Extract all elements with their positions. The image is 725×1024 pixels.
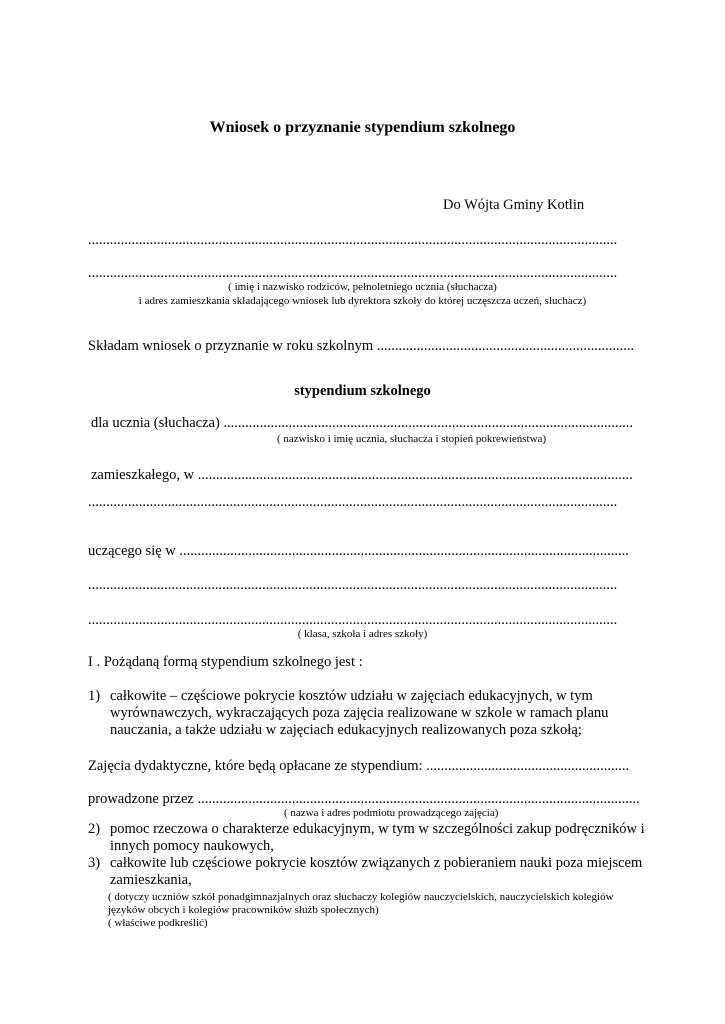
list-item-3-note-2: ( właściwe podkreślić) [108,917,208,929]
list-item-1 [88,688,648,739]
applicant-dots-2: .................................................................................................................................................. [88,265,618,281]
list-item-3-note: ( dotyczy uczniów szkół ponadgimnazjalnych oraz słuchaczy kolegiów nauczycielskich, nauczycielskich kolegiów języków obcych i kolegiów pracowników służb społecznych) [108,891,614,916]
list-item-2 [88,821,648,855]
applicant-note-1: ( imię i nazwisko rodziców, pełnoletniego ucznia (słuchacza) [228,281,497,293]
list-item-3 [88,855,648,930]
classes-line: Zajęcia dydaktyczne, które będą opłacane ze stypendium: ........................................................ [88,758,630,774]
student-line: dla ucznia (słuchacza) ................................................................................................................. [91,415,634,431]
list-item-2-number: 2) [88,821,101,837]
student-note: ( nazwisko i imię ucznia, słuchacza i stopień pokrewieństwa) [277,433,547,445]
list-item-1-text: całkowite – częściowe pokrycie kosztów udziału w zajęciach edukacyjnych, w tym wyrównawczych, wykraczających poza zajęcia realizowane w szkole w ramach planu nauczania, a także udziału w zajęciach edukacyjnych realizowanych poza szkołą; [110,688,609,738]
residence-dots: .................................................................................................................................................. [88,494,618,510]
school-line: uczącego się w ............................................................................................................................ [88,543,629,559]
list-item-2-text: pomoc rzeczowa o charakterze edukacyjnym, w tym w szczególności zakup podręczników i innych pomocy naukowych, [110,821,645,854]
applicant-note-2: i adres zamieszkania składającego wniosek lub dyrektora szkoły do której uczęszcza uczeń, słuchacz) [138,295,587,307]
provider-line: prowadzone przez .......................................................................................................................... [88,791,640,807]
list-item-3-number: 3) [88,855,101,871]
school-dots-1: .................................................................................................................................................. [88,577,618,593]
subtitle: stypendium szkolnego [294,383,431,399]
provider-note: ( nazwa i adres podmiotu prowadzącego zajęcia) [284,807,499,819]
addressee: Do Wójta Gminy Kotlin [443,197,585,213]
applicant-dots-1: .................................................................................................................................................. [88,232,618,248]
document-title: Wniosek o przyznanie stypendium szkolnego [209,119,516,136]
residence-line: zamieszkałego, w ........................................................................................................................ [91,467,633,483]
school-dots-2: .................................................................................................................................................. [88,612,618,628]
list-item-1-number: 1) [88,688,101,704]
school-note: ( klasa, szkoła i adres szkoły) [297,628,428,640]
list-item-3-text: całkowite lub częściowe pokrycie kosztów związanych z pobieraniem nauki poza miejscem zamieszkania, [110,855,643,888]
section-1-heading: I . Pożądaną formą stypendium szkolnego jest : [88,654,363,670]
request-line: Składam wniosek o przyznanie w roku szkolnym ....................................................................... [88,338,635,354]
